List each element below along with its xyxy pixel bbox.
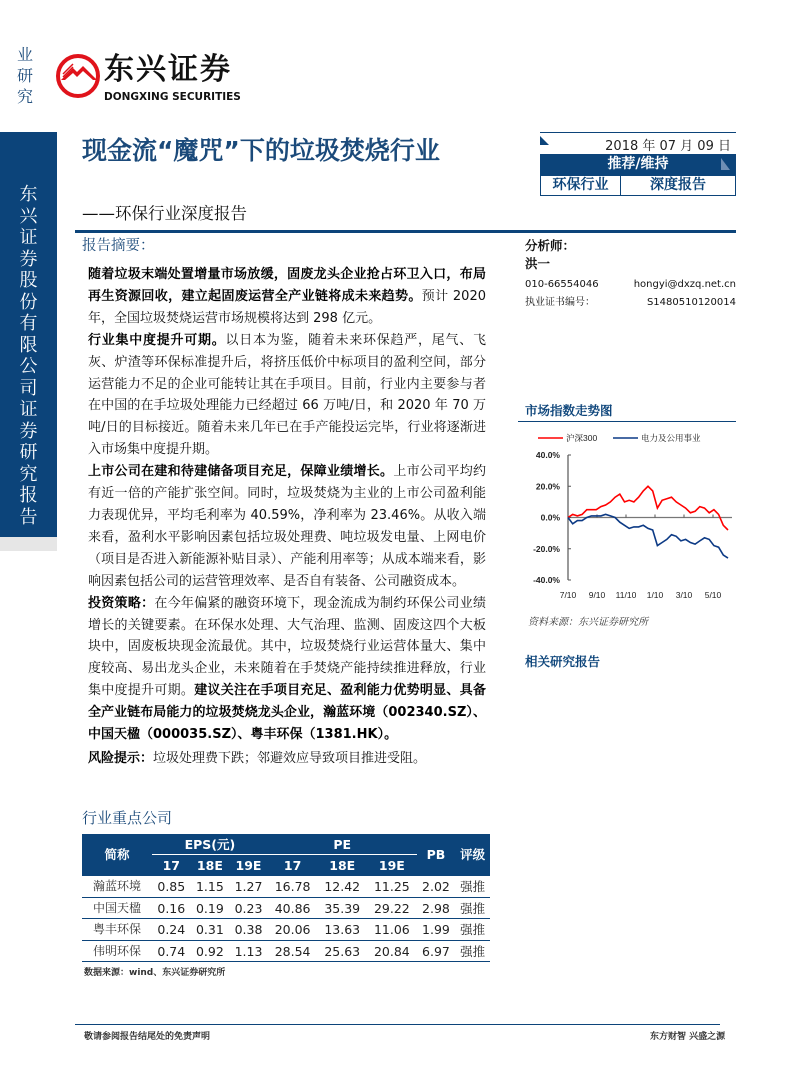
report-info-box — [540, 132, 736, 196]
cell-eps17: 0.85 — [152, 876, 191, 898]
analyst-name: 洪一 — [525, 256, 551, 271]
col-pe-17: 17 — [268, 855, 318, 876]
col-eps-18e: 18E — [191, 855, 230, 876]
cell-pe19: 11.25 — [367, 876, 417, 898]
cell-pb: 1.99 — [417, 919, 456, 941]
sidebar-top-text: 业研究 — [16, 45, 33, 106]
cell-pe18: 25.63 — [317, 940, 367, 962]
p2-text: 以日本为鉴，随着未来环保趋严，尾气、飞灰、炉渣等环保标准提升后，将挤压低价中标项目的盈利空间，部分运营能力不足的企业可能转让其在手项目。目前，行业内主要参与者在中国的在手垃圾处理能力已经超过 66 万吨/日，和 2020 年 70 万吨/日的目标接近。随着未来几年已在手产能投运完毕，行业将逐渐进入市场集中度提升期。 — [88, 332, 486, 458]
related-research-heading: 相关研究报告 — [525, 654, 601, 669]
p3-bold: 上市公司在建和待建储备项目充足，保障业绩增长。 — [88, 464, 394, 480]
cell-pe19: 11.06 — [367, 919, 417, 941]
p5-text: 垃圾处理费下跌；邻避效应导致项目推进受阻。 — [153, 750, 427, 766]
cell-pe17: 16.78 — [268, 876, 318, 898]
cell-rating: 强推 — [455, 940, 490, 962]
series-line-1 — [568, 514, 728, 558]
sidebar-gray-strip — [0, 537, 57, 551]
key-companies-heading: 行业重点公司 — [82, 808, 173, 827]
cell-eps18: 1.15 — [191, 876, 230, 898]
license-number: S1480510120014 — [646, 297, 736, 308]
license-label: 执业证书编号： — [525, 297, 595, 308]
logo-brand-cn: 东兴证券 — [104, 52, 232, 87]
x-tick-label: 1/10 — [646, 590, 664, 600]
cell-pe18: 12.42 — [317, 876, 367, 898]
p5-bold: 风险提示： — [88, 750, 154, 766]
x-tick-label: 3/10 — [675, 590, 693, 600]
p4-bold2: 建议关注在手项目充足、盈利能力优势明显、具备全产业链布局能力的垃圾焚烧龙头企业，瀚蓝环境（002340.SZ）、中国天楹（000035.SZ）、粤丰环保（1381.HK）。 — [88, 683, 486, 743]
col-rating: 评级 — [455, 834, 490, 876]
p1-text: 预计 2020 年，全国垃圾焚烧运营市场规模将达到 298 亿元。 — [88, 288, 486, 326]
summary-body — [88, 264, 486, 770]
cell-pe17: 28.54 — [268, 940, 318, 962]
series-line-0 — [568, 486, 728, 530]
y-tick-label: 40.0% — [535, 450, 560, 460]
col-pe: PE — [268, 834, 417, 855]
cell-rating: 强推 — [455, 897, 490, 919]
cell-eps18: 0.31 — [191, 919, 230, 941]
cell-eps17: 0.16 — [152, 897, 191, 919]
cell-pe18: 13.63 — [317, 919, 367, 941]
y-tick-label: 0.0% — [540, 512, 560, 523]
cell-pe17: 40.86 — [268, 897, 318, 919]
cell-pe17: 20.06 — [268, 919, 318, 941]
col-pe-18e: 18E — [317, 855, 367, 876]
cell-pb: 2.02 — [417, 876, 456, 898]
y-tick-label: 20.0% — [535, 481, 560, 492]
analyst-label: 分析师： — [525, 238, 576, 253]
industry-label: 环保行业 — [541, 176, 621, 195]
main-column — [82, 264, 492, 979]
sidebar-band: 东兴证券股份有限公司证券研究报告 — [0, 132, 57, 537]
cell-eps19: 0.23 — [229, 897, 268, 919]
cell-rating: 强推 — [455, 876, 490, 898]
cell-name: 粤丰环保 — [82, 919, 152, 941]
p2-bold: 行业集中度提升可期。 — [88, 332, 226, 348]
cell-eps18: 0.92 — [191, 940, 230, 962]
rating: 推荐/维持 — [607, 156, 669, 172]
y-tick-label: -20.0% — [533, 543, 560, 554]
logo-brand-en: DONGXING SECURITIES — [104, 91, 241, 103]
table-source: 数据来源：wind、东兴证券研究所 — [84, 968, 226, 979]
header-divider — [75, 230, 736, 233]
cell-pe18: 35.39 — [317, 897, 367, 919]
p4-text: 在今年偏紧的融资环境下，现金流成为制约环保公司业绩增长的关键要素。在环保水处理、大气治理、监测、固废这四个大板块中，固废板块现金流最优。其中，垃圾焚烧行业运营体量大、集中度较高、易出龙头企业，未来随着在手焚烧产能持续推进释放，行业集中度提升可期。 — [88, 595, 486, 699]
cell-eps17: 0.24 — [152, 919, 191, 941]
legend-label-1: 电力及公用事业 — [641, 433, 701, 443]
cell-pe19: 20.84 — [367, 940, 417, 962]
p1-bold: 随着垃圾末端处置增量市场放缓，固废龙头企业抢占环卫入口，布局再生资源回收，建立起固废运营全产业链将成未来趋势。 — [88, 267, 486, 304]
cell-name: 伟明环保 — [82, 940, 152, 962]
col-pe-19e: 19E — [367, 855, 417, 876]
table-row — [82, 876, 490, 898]
triangle-icon — [540, 136, 549, 145]
cell-eps19: 1.13 — [229, 940, 268, 962]
market-chart-heading: 市场指数走势图 — [525, 403, 613, 418]
cell-eps18: 0.19 — [191, 897, 230, 919]
cell-rating: 强推 — [455, 919, 490, 941]
col-eps: EPS(元) — [152, 834, 268, 855]
p4-bold: 投资策略： — [88, 595, 155, 611]
col-pb: PB — [417, 834, 456, 876]
y-tick-label: -40.0% — [533, 575, 560, 585]
market-index-chart — [520, 428, 735, 604]
x-tick-label: 5/10 — [704, 590, 722, 600]
table-row — [82, 919, 490, 941]
triangle-icon — [721, 158, 730, 170]
x-tick-label: 11/10 — [615, 590, 637, 600]
cell-name: 瀚蓝环境 — [82, 876, 152, 898]
analyst-email[interactable]: hongyi@dxzq.net.cn — [633, 279, 736, 290]
report-type: 深度报告 — [650, 177, 706, 193]
cell-pb: 2.98 — [417, 897, 456, 919]
p3-text: 上市公司平均约有近一倍的产能扩张空间。同时，垃圾焚烧为主业的上市公司盈利能力表现优异，平均毛利率为 40.59%，净利率为 23.46%。从收入端来看，盈利水平影响因素包括垃圾处理费、吨垃圾发电量、上网电价（项目是否进入新能源补贴目录）、产能利用率等；从成本端来看，影响因素包括公司的运营管理效率、是否自有装备、公司融资成本。 — [88, 464, 486, 589]
x-tick-label: 7/10 — [559, 590, 577, 600]
legend-label-0: 沪深300 — [566, 433, 598, 443]
report-date: 2018 年 07 月 09 日 — [605, 139, 731, 154]
chart-divider — [518, 421, 736, 422]
x-tick-label: 9/10 — [588, 590, 606, 600]
cell-eps17: 0.74 — [152, 940, 191, 962]
key-companies-table — [82, 834, 490, 963]
cell-eps19: 0.38 — [229, 919, 268, 941]
table-row — [82, 897, 490, 919]
footer-divider — [75, 1024, 720, 1025]
footer-disclaimer: 敬请参阅报告结尾处的免责声明 — [84, 1032, 211, 1042]
col-name: 简称 — [82, 834, 152, 876]
cell-name: 中国天楹 — [82, 897, 152, 919]
col-eps-17: 17 — [152, 855, 191, 876]
footer-slogan: 东方财智 兴盛之源 — [650, 1032, 726, 1042]
table-row — [82, 940, 490, 962]
col-eps-19e: 19E — [229, 855, 268, 876]
chart-source: 资料来源：东兴证券研究所 — [528, 617, 648, 628]
cell-pe19: 29.22 — [367, 897, 417, 919]
summary-heading: 报告摘要： — [82, 238, 155, 254]
cell-pb: 6.97 — [417, 940, 456, 962]
report-title: 现金流“魔咒”下的垃圾焚烧行业 — [82, 136, 440, 165]
report-subtitle: ——环保行业深度报告 — [82, 204, 247, 223]
logo-icon — [55, 44, 101, 108]
cell-eps19: 1.27 — [229, 876, 268, 898]
analyst-phone: 010-66554046 — [525, 279, 599, 290]
